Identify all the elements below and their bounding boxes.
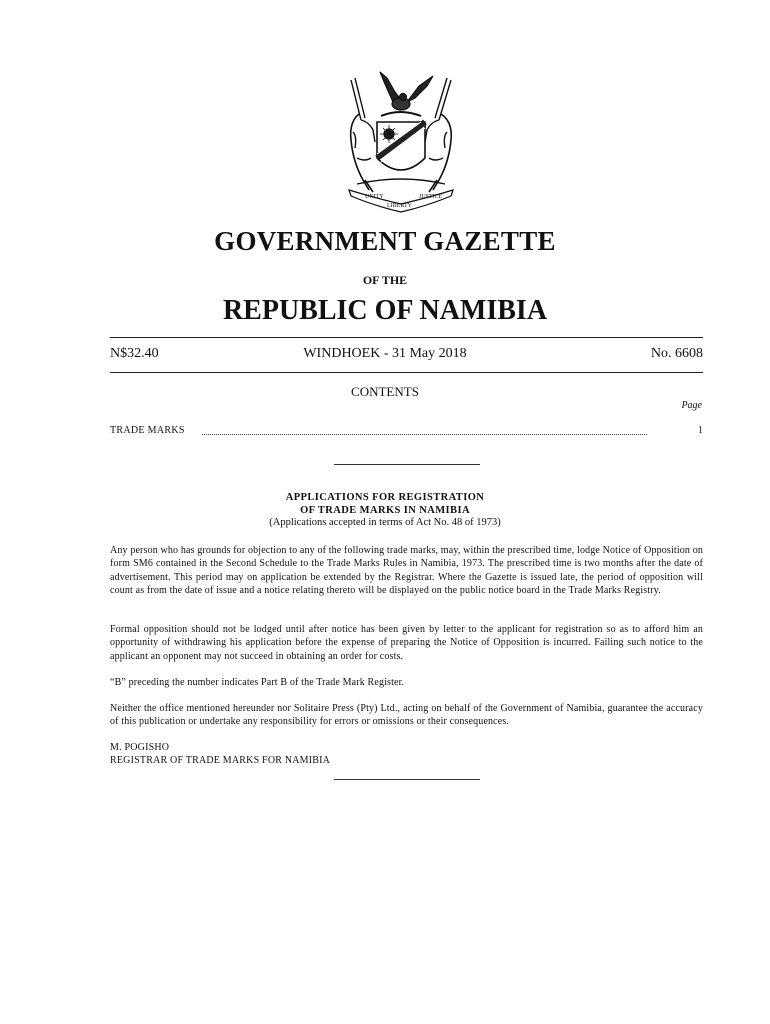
issue-number: No. 6608 xyxy=(650,346,703,361)
gazette-of-the: OF THE xyxy=(362,273,408,287)
toc-leader-dots xyxy=(202,434,647,435)
notice-paragraph-3: “B” preceding the number indicates Part B of the Trade Mark Register. xyxy=(110,677,405,688)
notice-heading xyxy=(0,491,770,517)
signatory-name: M. POGISHO xyxy=(110,742,170,753)
coat-of-arms-icon xyxy=(335,62,465,214)
notice-paragraph-2: Formal opposition should not be lodged until after notice has been given by letter to the applicant for registration so as to afford him an opportunity of withdrawing his application before the expense of preparing the Notice of Opposition is incurred. Failing such notice to the applicant an opponent may not succeed in obtaining an order for costs. xyxy=(110,624,703,662)
contents-heading: CONTENTS xyxy=(351,384,419,399)
masthead-bottom-rule xyxy=(110,372,703,373)
signatory-title: REGISTRAR OF TRADE MARKS FOR NAMIBIA xyxy=(110,755,331,766)
contents-page-label: Page xyxy=(681,400,702,411)
svg-text:UNITY: UNITY xyxy=(365,194,384,200)
gazette-title: GOVERNMENT GAZETTE xyxy=(214,226,556,256)
issue-place-date: WINDHOEK - 31 May 2018 xyxy=(303,346,467,361)
toc-entry-page: 1 xyxy=(698,425,703,436)
section-divider xyxy=(334,464,480,465)
svg-text:JUSTICE: JUSTICE xyxy=(419,194,443,200)
svg-text:LIBERTY: LIBERTY xyxy=(387,203,412,209)
issue-price: N$32.40 xyxy=(110,346,159,361)
notice-paragraph-4: Neither the office mentioned hereunder nor Solitaire Press (Pty) Ltd., acting on behalf of the Government of Namibia, guarantee the accuracy of this publication or undertake any responsibility for errors or omissions or their consequences. xyxy=(110,703,703,728)
toc-entry-label: TRADE MARKS xyxy=(110,425,188,436)
toc-entry[interactable] xyxy=(110,425,703,439)
notice-subheading: (Applications accepted in terms of Act No. 48 of 1973) xyxy=(269,517,501,528)
notice-heading-line2: OF TRADE MARKS IN NAMIBIA xyxy=(300,505,470,516)
end-divider xyxy=(334,779,480,780)
notice-heading-line1: APPLICATIONS FOR REGISTRATION xyxy=(285,492,485,503)
gazette-republic: REPUBLIC OF NAMIBIA xyxy=(222,295,548,326)
notice-paragraph-1: Any person who has grounds for objection to any of the following trade marks, may, within the prescribed time, lodge Notice of Opposition on form SM6 contained in the Second Schedule to the Trade Marks Rules in Namibia, 1973. The prescribed time is two months after the date of advertisement. This period may on application be extended by the Registrar. Where the Gazette is issued late, the period of opposition will count as from the date of issue and a notice relating thereto will be displayed on the public notice board in the Trade Marks Registry. xyxy=(110,545,704,596)
coat-of-arms-emblem xyxy=(335,62,465,214)
masthead-top-rule xyxy=(110,337,703,338)
